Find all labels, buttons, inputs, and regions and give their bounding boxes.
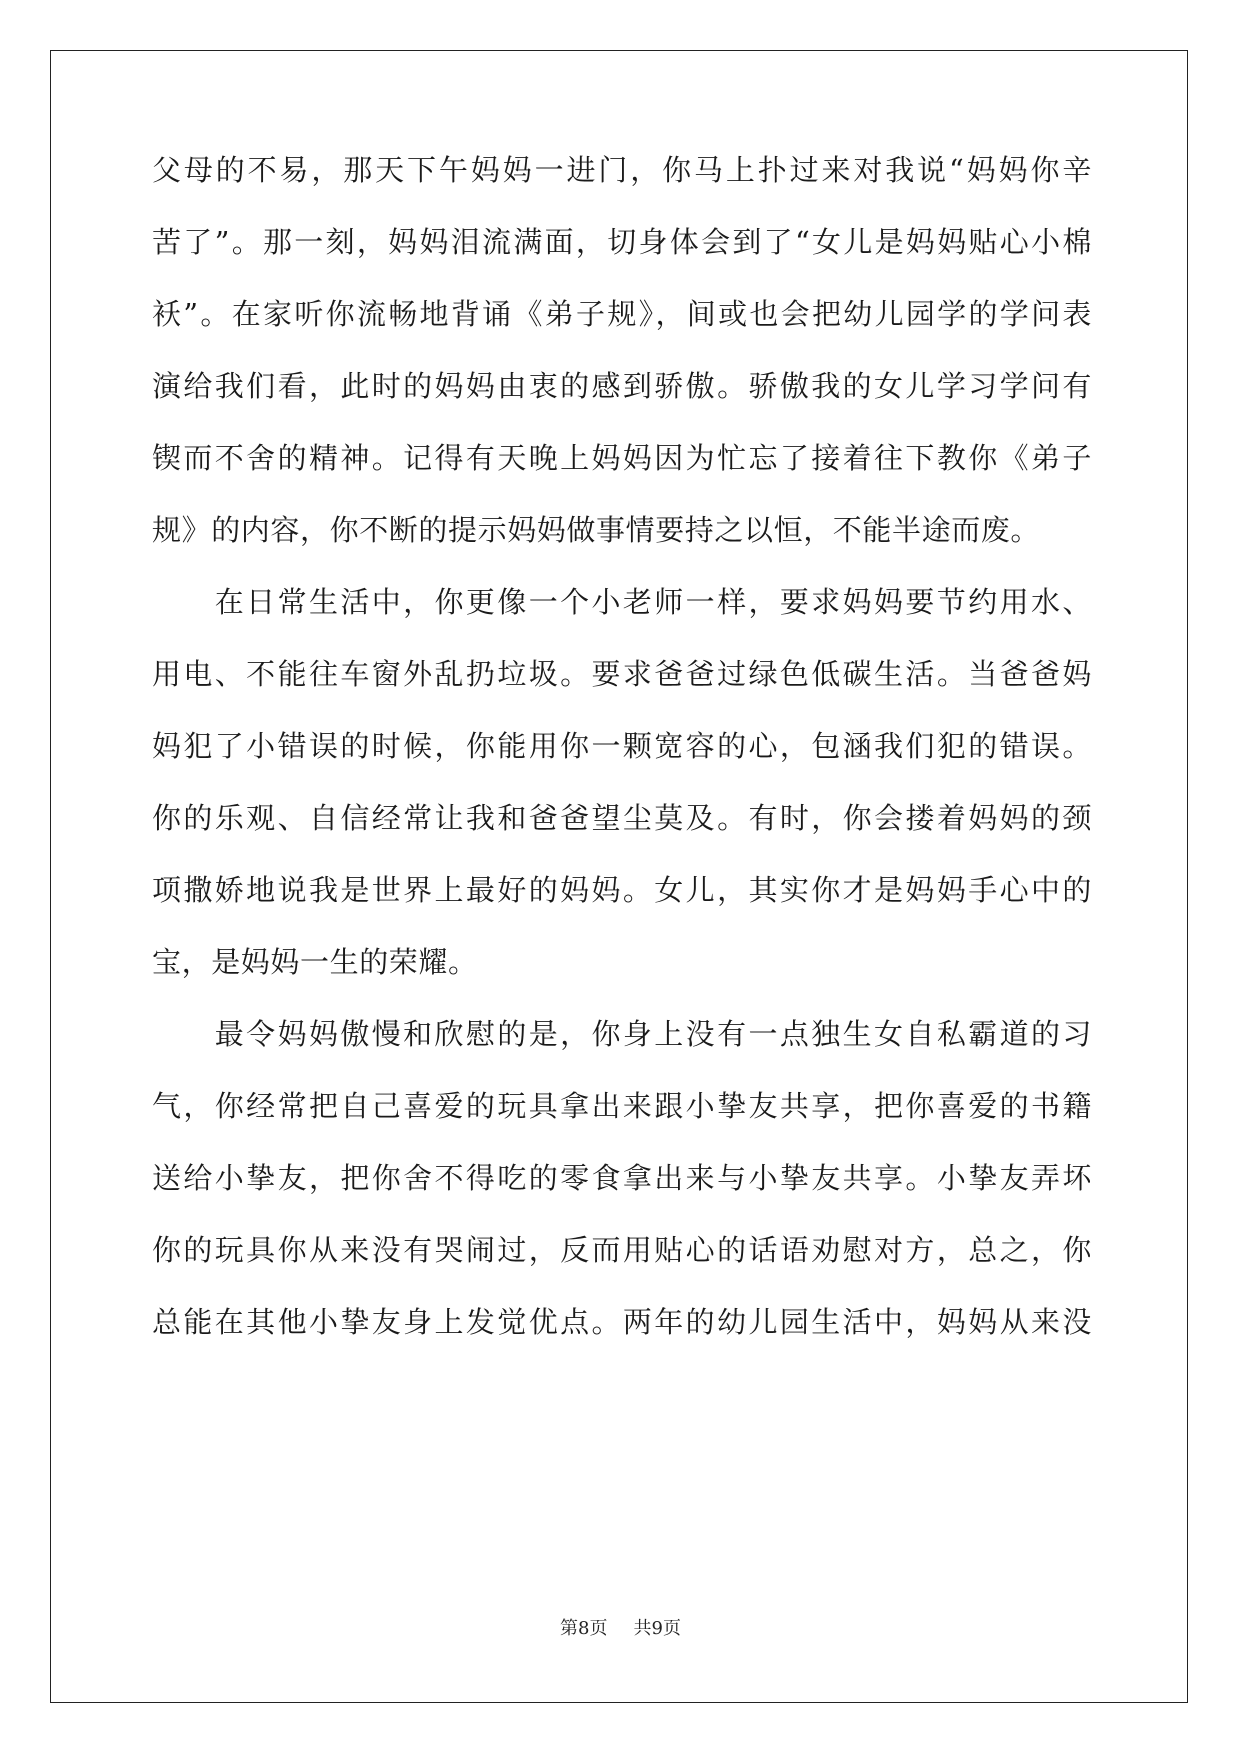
text-line: 在日常生活中，你更像一个小老师一样，要求妈妈要节约用水、 xyxy=(152,585,1092,619)
text-line: 气，你经常把自己喜爱的玩具拿出来跟小挚友共享，把你喜爱的书籍 xyxy=(152,1089,1092,1123)
text-line: 用电、不能往车窗外乱扔垃圾。要求爸爸过绿色低碳生活。当爸爸妈 xyxy=(152,657,1092,691)
text-line: 总能在其他小挚友身上发觉优点。两年的幼儿园生活中，妈妈从来没 xyxy=(152,1305,1092,1339)
text-line: 锲而不舍的精神。记得有天晚上妈妈因为忙忘了接着往下教你《弟子 xyxy=(152,441,1092,475)
text-line: 宝，是妈妈一生的荣耀。 xyxy=(152,945,478,979)
text-line: 演给我们看，此时的妈妈由衷的感到骄傲。骄傲我的女儿学习学问有 xyxy=(152,369,1092,403)
text-line: 你的乐观、自信经常让我和爸爸望尘莫及。有时，你会搂着妈妈的颈 xyxy=(152,801,1092,835)
page-total: 共9页 xyxy=(633,1618,681,1639)
text-line: 你的玩具你从来没有哭闹过，反而用贴心的话语劝慰对方，总之，你 xyxy=(152,1233,1092,1267)
text-line: 父母的不易，那天下午妈妈一进门，你马上扑过来对我说“妈妈你辛 xyxy=(152,153,1092,187)
text-line: 项撒娇地说我是世界上最好的妈妈。女儿，其实你才是妈妈手心中的 xyxy=(152,873,1092,907)
page-number: 第8页 xyxy=(560,1618,608,1639)
text-line: 最令妈妈傲慢和欣慰的是，你身上没有一点独生女自私霸道的习 xyxy=(152,1017,1092,1051)
page-footer xyxy=(0,1617,1241,1641)
text-line: 规》的内容，你不断的提示妈妈做事情要持之以恒，不能半途而废。 xyxy=(152,513,1041,547)
text-line: 袄”。在家听你流畅地背诵《弟子规》，间或也会把幼儿园学的学问表 xyxy=(152,297,1092,331)
text-line: 苦了”。那一刻，妈妈泪流满面，切身体会到了“女儿是妈妈贴心小棉 xyxy=(152,225,1092,259)
text-line: 送给小挚友，把你舍不得吃的零食拿出来与小挚友共享。小挚友弄坏 xyxy=(152,1161,1092,1195)
text-line: 妈犯了小错误的时候，你能用你一颗宽容的心，包涵我们犯的错误。 xyxy=(152,729,1092,763)
